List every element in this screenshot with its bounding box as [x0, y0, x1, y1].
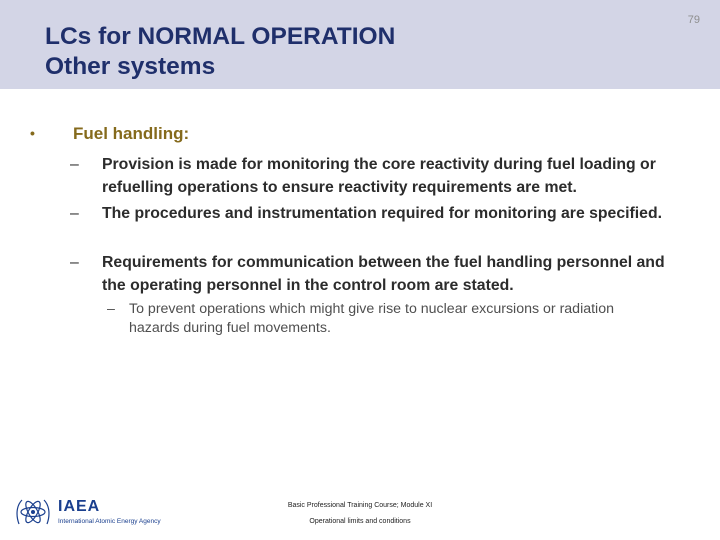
logo-text: IAEA: [58, 498, 101, 515]
agency-name: International Atomic Energy Agency: [58, 518, 161, 525]
footer-course: Basic Professional Training Course; Module XI: [287, 502, 433, 509]
sub-sub-bullet-text: To prevent operations which might give rise to nuclear excursions or radiation hazards during fuel movements.: [129, 301, 614, 336]
sub-bullet-text: Provision is made for monitoring the core reactivity during fuel loading or refuelling operations to ensure reactivity requirements are met.: [102, 156, 656, 196]
iaea-logo: [14, 494, 174, 530]
bullet-icon: •: [30, 125, 35, 141]
dash-icon: –: [70, 254, 79, 271]
sub-bullet-text: Requirements for communication between the fuel handling personnel and the operating personnel in the control room are stated.: [102, 254, 665, 294]
bullet-heading: Fuel handling:: [73, 124, 190, 143]
slide-title: [45, 22, 395, 82]
title-line-1: LCs for NORMAL OPERATION: [45, 23, 396, 50]
dash-icon: –: [107, 301, 115, 317]
dash-icon: –: [70, 205, 79, 222]
page-number: 79: [687, 14, 700, 26]
sub-bullet-text: The procedures and instrumentation required for monitoring are specified.: [102, 205, 662, 222]
atom-emblem-icon: [14, 494, 52, 530]
dash-icon: –: [70, 156, 79, 173]
title-line-2: Other systems: [45, 53, 216, 80]
footer-module-title: Operational limits and conditions: [309, 518, 411, 525]
